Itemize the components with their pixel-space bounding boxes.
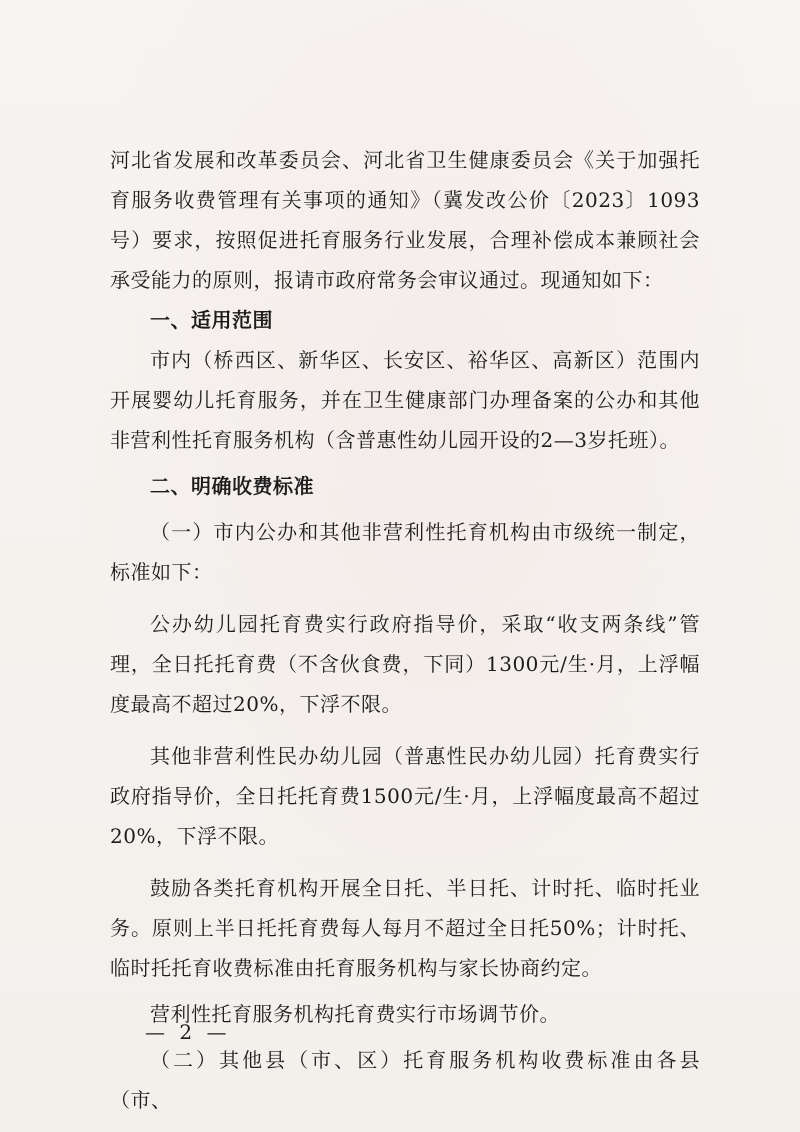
encourage-paragraph: 鼓励各类托育机构开展全日托、半日托、计时托、临时托业务。原则上半日托托育费每人每月不超过全日托50%；计时托、临时托托育收费标准由托育服务机构与家长协商约定。 [110, 876, 700, 980]
page-number: — 2 — [145, 1020, 231, 1044]
scope-paragraph: 市内（桥西区、新华区、长安区、裕华区、高新区）范围内开展婴幼儿托育服务，并在卫生健康部门办理备案的公办和其他非营利性托育服务机构（含普惠性幼儿园开设的2—3岁托班）。 [110, 348, 700, 452]
intro-paragraph: 河北省发展和改革委员会、河北省卫生健康委员会《关于加强托育服务收费管理有关事项的通知》（冀发改公价〔2023〕1093号）要求，按照促进托育服务行业发展，合理补偿成本兼顾社会承受能力的原则，报请市政府常务会审议通过。现通知如下： [110, 148, 700, 292]
subsection-city-paragraph: （一）市内公办和其他非营利性托育机构由市级统一制定，标准如下： [110, 520, 700, 584]
document-body [110, 140, 700, 1120]
for-profit-paragraph: 营利性托育服务机构托育费实行市场调节价。 [150, 1002, 560, 1026]
private-kindergarten-paragraph: 其他非营利性民办幼儿园（普惠性民办幼儿园）托育费实行政府指导价，全日托托育费1500元/生·月，上浮幅度最高不超过20%，下浮不限。 [110, 744, 700, 848]
section-heading-fees: 二、明确收费标准 [150, 474, 314, 498]
section-heading-scope: 一、适用范围 [150, 308, 273, 332]
public-kindergarten-paragraph: 公办幼儿园托育费实行政府指导价，采取“收支两条线”管理，全日托托育费（不含伙食费，下同）1300元/生·月，上浮幅度最高不超过20%，下浮不限。 [110, 612, 700, 716]
subsection-counties-paragraph: （二）其他县（市、区）托育服务机构收费标准由各县（市、 [110, 1048, 700, 1112]
